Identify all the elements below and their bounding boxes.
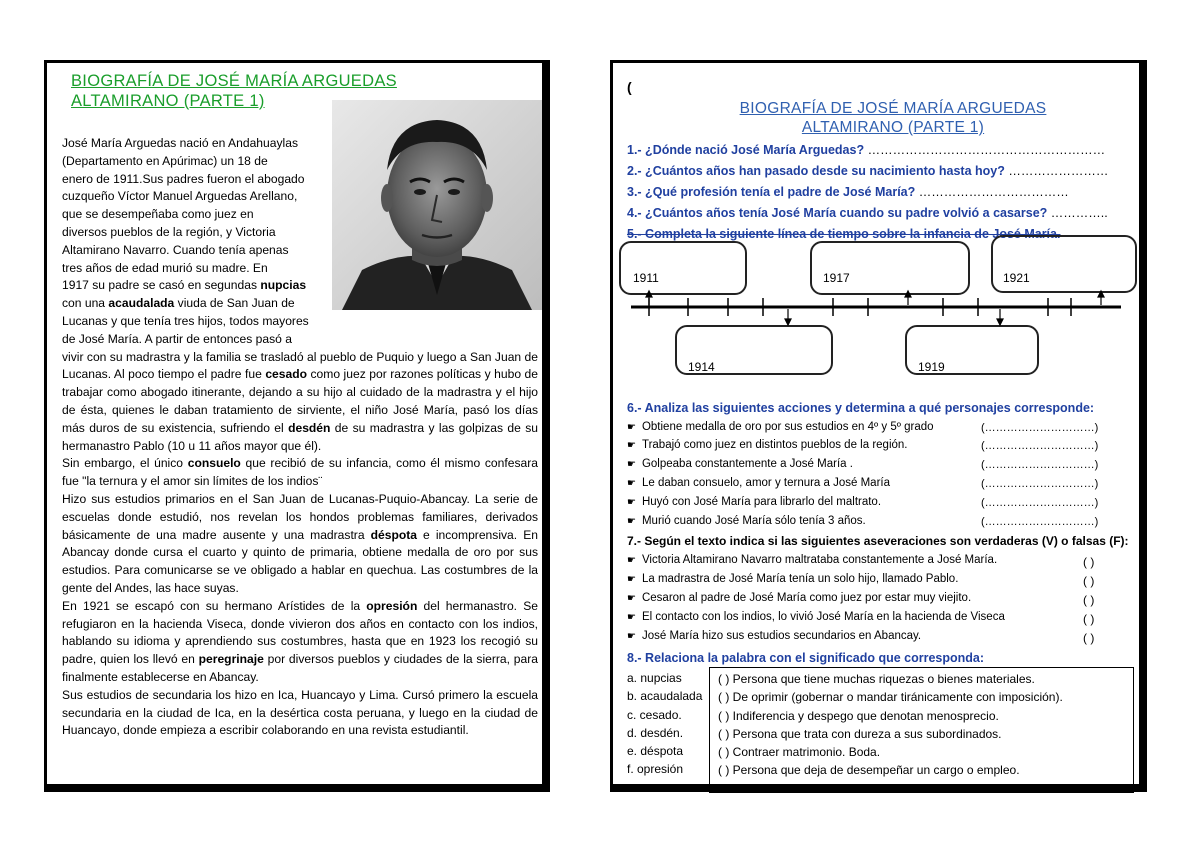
pointing-hand-icon: ☛: [627, 516, 636, 527]
definition-item[interactable]: ( ) Contraer matrimonio. Boda.: [718, 745, 881, 760]
character-blank[interactable]: (…………………………): [981, 422, 1099, 434]
word-list: [627, 669, 702, 779]
character-blank[interactable]: (…………………………): [981, 497, 1099, 509]
character-blank[interactable]: (…………………………): [981, 478, 1099, 490]
bio-line: de José María. A partir de entonces pasó a: [62, 331, 292, 346]
action-item: ☛ Murió cuando José María sólo tenía 3 años.: [627, 515, 866, 527]
bio-line: José María Arguedas nació en Andahuaylas: [62, 136, 298, 150]
question-3: 3.- ¿Qué profesión tenía el padre de José María? ………………………………: [627, 185, 1069, 199]
right-page: [610, 60, 1147, 792]
statement-item: ☛ La madrastra de José María tenía un solo hijo, llamado Pablo.: [627, 573, 959, 585]
keyword-despota: déspota: [370, 527, 417, 542]
right-title-line-2: ALTAMIRANO (PARTE 1): [801, 119, 985, 136]
question-6: 6.- Analiza las siguientes acciones y determina a qué personajes corresponde:: [627, 401, 1095, 415]
question-1: 1.- ¿Dónde nació José María Arguedas? …………………………………………………: [627, 143, 1106, 157]
bio-line: cuzqueño Víctor Manuel Arguedas Arellano,: [62, 189, 298, 204]
pointing-hand-icon: ☛: [627, 555, 636, 566]
answer-blank[interactable]: ………………………………: [915, 185, 1069, 199]
keyword-peregrinaje: peregrinaje: [198, 652, 264, 667]
bio-paragraph: Sin embargo, el único consuelo que recibió de su infancia, como él mismo confesara fue "la ternura y el amor sin límites de los indios¨: [62, 456, 538, 489]
bio-paragraph: Hizo sus estudios primarios en el San Juan de Lucanas-Puquio-Abancay. La serie de escuelas donde estudió, nos revelan los hondos problemas familiares, derivados básicamente de una madre ausente y una madrastra déspota e incomprensiva. En Abancay donde cursa el cuarto y quinto de primaria, obtiene medalla de oro por sus estudios. Para comunicarse se ve obligado a hablar en quechua. Las costumbres de la gente del Andes, las hace suyas.: [62, 491, 538, 595]
pointing-hand-icon: ☛: [627, 631, 636, 642]
true-false-blank[interactable]: ( ): [1083, 555, 1095, 569]
bio-line: enero de 1911.Sus padres fueron el abogado: [62, 171, 305, 186]
pointing-hand-icon: ☛: [627, 612, 636, 623]
definition-item[interactable]: ( ) Persona que tiene muchas riquezas o bienes materiales.: [718, 672, 1035, 686]
keyword-desden: desdén: [288, 420, 331, 435]
answer-blank[interactable]: ……………………: [1004, 164, 1109, 178]
timeline-axis: [613, 288, 1143, 333]
definition-item[interactable]: ( ) Indiferencia y despego que denotan menosprecio.: [718, 708, 999, 723]
biography-text: [62, 135, 538, 740]
true-false-blank[interactable]: ( ): [1083, 574, 1095, 588]
pointing-hand-icon: ☛: [627, 574, 636, 585]
bio-line: Altamirano Navarro. Cuando tenía apenas: [62, 242, 289, 257]
word-item: e. déspota: [627, 744, 684, 759]
pointing-hand-icon: ☛: [627, 497, 636, 508]
action-item: ☛ Le daban consuelo, amor y ternura a José María: [627, 477, 890, 489]
word-item: d. desdén.: [627, 725, 684, 740]
word-item: a. nupcias: [627, 671, 682, 685]
answer-blank[interactable]: …………..: [1047, 206, 1108, 220]
action-item: ☛ Obtiene medalla de oro por sus estudios en 4º y 5º grado: [627, 421, 934, 433]
action-item: ☛ Trabajó como juez en distintos pueblos de la región.: [627, 439, 908, 451]
pointing-hand-icon: ☛: [627, 593, 636, 604]
word-item: c. cesado.: [627, 707, 682, 722]
timeline-box-1917[interactable]: [810, 241, 970, 295]
bio-line: que se desempeñaba como juez en: [62, 207, 254, 222]
word-item: b. acaudalada: [627, 689, 703, 704]
pointing-hand-icon: ☛: [627, 440, 636, 451]
keyword-acaudalada: acaudalada: [108, 296, 175, 311]
left-title-line-1: BIOGRAFÍA DE JOSÉ MARÍA ARGUEDAS: [71, 72, 397, 90]
bio-line: con una acaudalada viuda de San Juan de: [62, 296, 295, 311]
right-title: [693, 99, 1093, 137]
bio-line: (Departamento en Apúrimac) un 18 de: [62, 153, 268, 168]
timeline-box-1911[interactable]: [619, 241, 747, 295]
bio-line: diversos pueblos de la región, y Victoria: [62, 224, 276, 239]
definition-item[interactable]: ( ) Persona que deja de desempeñar un cargo o empleo.: [718, 763, 1020, 778]
character-blank[interactable]: (…………………………): [981, 516, 1099, 528]
true-false-blank[interactable]: ( ): [1083, 612, 1095, 626]
left-page: [44, 60, 550, 792]
timeline-year: 1921: [1003, 271, 1030, 285]
pointing-hand-icon: ☛: [627, 459, 636, 470]
bio-line: 1917 su padre se casó en segundas nupcias: [62, 278, 307, 293]
timeline-year: 1917: [823, 271, 850, 285]
question-7: 7.- Según el texto indica si las siguientes aseveraciones son verdaderas (V) o falsas (F):: [627, 534, 1129, 548]
word-item: f. opresión: [627, 762, 684, 777]
definition-item[interactable]: ( ) De oprimir (gobernar o mandar tiránicamente con imposición).: [718, 690, 1063, 705]
true-false-blank[interactable]: ( ): [1083, 631, 1095, 645]
keyword-opresion: opresión: [366, 598, 418, 613]
question-2: 2.- ¿Cuántos años han pasado desde su nacimiento hasta hoy? ……………………: [627, 164, 1109, 178]
left-title-line-2: ALTAMIRANO (PARTE 1): [71, 92, 265, 110]
answer-blank[interactable]: …………………………………………………: [864, 143, 1106, 157]
bio-paragraph: En 1921 se escapó con su hermano Arístides de la opresión del hermanastro. Se refugiaron en la hacienda Viseca, donde vivieron dos años en contacto con los indios, hablando su idioma y aprendiendo sus costumbres, hasta que en 1923 los recogió su padre, quien los llevó en peregrinaje por diversos pueblos y ciudades de la sierra, para finalmente establecerse en Abancay.: [62, 598, 538, 684]
statement-item: ☛ Cesaron al padre de José María como juez por estar muy viejito.: [627, 592, 972, 604]
pointing-hand-icon: ☛: [627, 422, 636, 433]
keyword-cesado: cesado: [265, 367, 307, 382]
action-item: ☛ Huyó con José María para librarlo del maltrato.: [627, 496, 882, 508]
bio-paragraph: vivir con su madrastra y la familia se trasladó al pueblo de Puquio y luego a San Juan de Lucanas. Al poco tiempo el padre fue cesado como juez por razones políticas y hubo de trabajar como abogado itinerante, dejando a su hijo al cuidado de la madrastra y el hijo de ésta, quienes le daban tratamiento de sirviente, el niño José María, pasó los días más duros de su existencia, sufriendo el desdén de su madrastra y las golpizas de su hermanastro Pablo (10 u 11 años mayor que él).: [62, 349, 538, 453]
true-false-blank[interactable]: ( ): [1083, 593, 1095, 607]
bio-line: tres años de edad murió su madre. En: [62, 260, 268, 275]
bio-paragraph: Sus estudios de secundaria los hizo en Ica, Huancayo y Lima. Cursó primero la escuela secundaria en la ciudad de Ica, en la desértica costa peruana, y luego en la ciudad de Huancayo, donde empieza a escribir colaborando en una revista estudiantil.: [62, 687, 538, 738]
stray-parenthesis: (: [627, 79, 632, 95]
bio-line: Lucanas y que tenía tres hijos, todos mayores: [62, 313, 309, 328]
question-8: 8.- Relaciona la palabra con el significado que corresponda:: [627, 651, 985, 665]
character-blank[interactable]: (…………………………): [981, 440, 1099, 452]
definitions-box: [709, 667, 1134, 793]
right-title-line-1: BIOGRAFÍA DE JOSÉ MARÍA ARGUEDAS: [739, 100, 1047, 117]
pointing-hand-icon: ☛: [627, 478, 636, 489]
keyword-nupcias: nupcias: [260, 278, 307, 293]
question-4: 4.- ¿Cuántos años tenía José María cuando su padre volvió a casarse? …………..: [627, 206, 1108, 220]
timeline-year: 1919: [918, 360, 945, 374]
statement-item: ☛ Victoria Altamirano Navarro maltrataba constantemente a José María.: [627, 554, 998, 566]
timeline-year: 1911: [633, 271, 659, 285]
statement-item: ☛ José María hizo sus estudios secundarios en Abancay.: [627, 630, 922, 642]
question-5: 5.- Completa la siguiente línea de tiempo sobre la infancia de José María.: [627, 227, 1061, 241]
character-blank[interactable]: (…………………………): [981, 459, 1099, 471]
keyword-consuelo: consuelo: [187, 456, 241, 471]
statement-item: ☛ El contacto con los indios, lo vivió José María en la hacienda de Viseca: [627, 611, 1005, 623]
definition-item[interactable]: ( ) Persona que trata con dureza a sus subordinados.: [718, 726, 1002, 741]
timeline-year: 1914: [688, 360, 715, 374]
action-item: ☛ Golpeaba constantemente a José María .: [627, 458, 853, 470]
